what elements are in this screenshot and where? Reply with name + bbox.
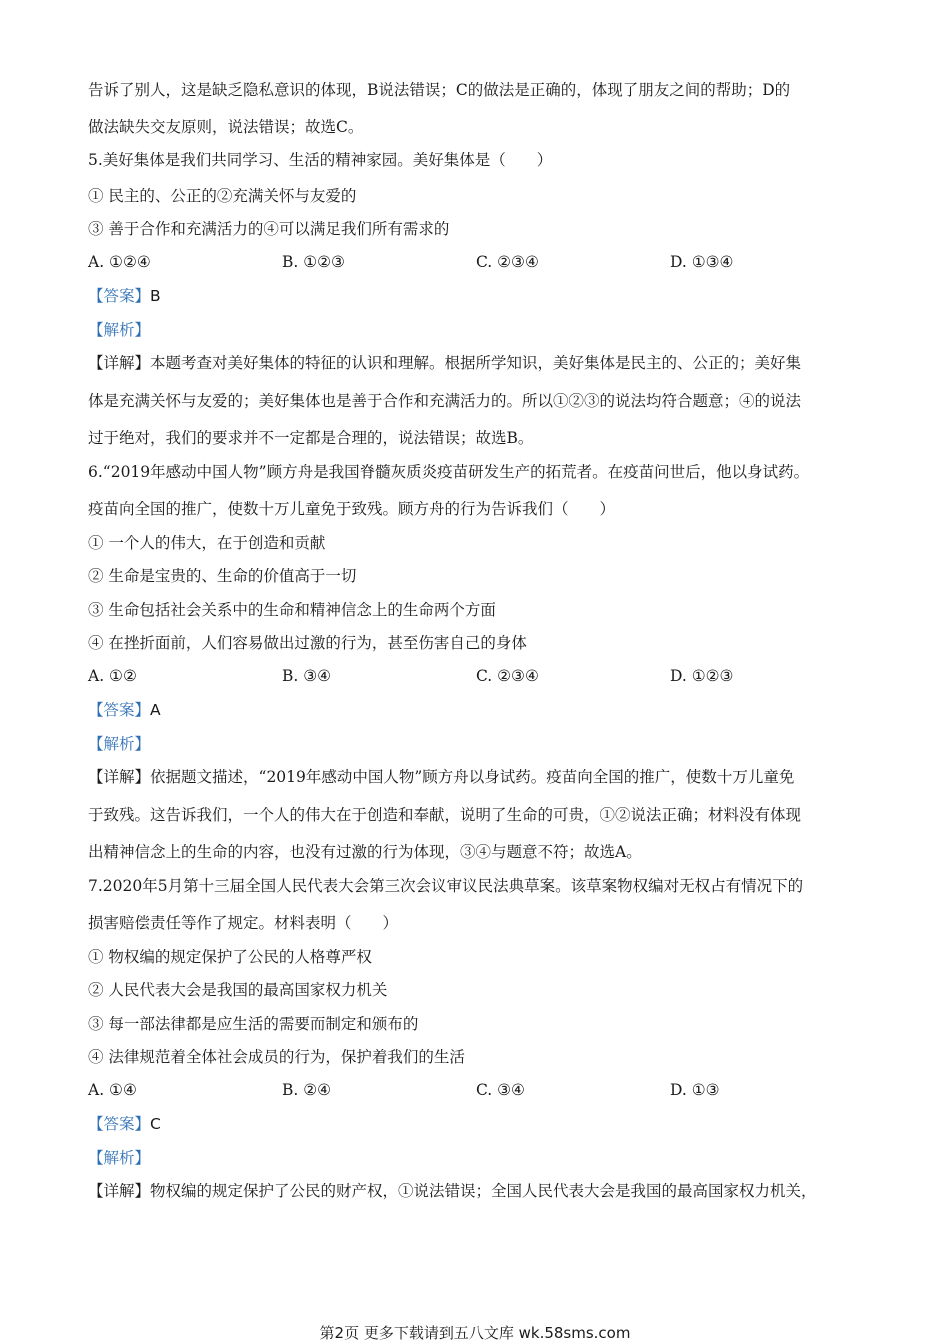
option-a: A. ①②④ <box>88 253 151 271</box>
analysis-tag: 【解析】 <box>88 735 151 753</box>
detail-text: 本题考查对美好集体的特征的认识和理解。根据所学知识，美好集体是民主的、公正的；美好集 <box>150 354 802 372</box>
answer-tag: 【答案】 <box>88 1115 151 1133</box>
question-6-statement: ① 一个人的伟大，在于创造和贡献 <box>88 534 326 552</box>
question-5-statement: ① 民主的、公正的②充满关怀与友爱的 <box>88 187 357 205</box>
detail-tag: 【详解】 <box>88 768 151 786</box>
detail-line <box>88 767 890 787</box>
answer-value: B <box>150 287 161 305</box>
option-a: A. ①④ <box>88 1081 137 1099</box>
detail-line: 过于绝对，我们的要求并不一定都是合理的，说法错误；故选B。 <box>88 429 534 447</box>
text-line: 做法缺失交友原则，说法错误；故选C。 <box>88 118 364 136</box>
detail-tag: 【详解】 <box>88 1182 151 1200</box>
option-a: A. ①② <box>88 667 137 685</box>
option-c: C. ②③④ <box>476 667 539 685</box>
detail-line: 出精神信念上的生命的内容，也没有过激的行为体现，③④与题意不符；故选A。 <box>88 843 642 861</box>
question-6-statement: ④ 在挫折面前，人们容易做出过激的行为，甚至伤害自己的身体 <box>88 634 527 652</box>
option-c: C. ②③④ <box>476 253 539 271</box>
question-7-stem: 7.2020年5月第十三届全国人民代表大会第三次会议审议民法典草案。该草案物权编对无权占有情况下的 <box>88 877 804 895</box>
option-d: D. ①③④ <box>670 253 734 271</box>
question-6-stem: 疫苗向全国的推广，使数十万儿童免于致残。顾方舟的行为告诉我们（ ） <box>88 500 616 518</box>
option-b: B. ①②③ <box>282 253 345 271</box>
option-d: D. ①②③ <box>670 667 734 685</box>
detail-text: 依据题文描述，“2019年感动中国人物”顾方舟以身试药。疫苗向全国的推广，使数十万儿童免 <box>150 768 795 786</box>
option-d: D. ①③ <box>670 1081 720 1099</box>
question-5-stem: 5.美好集体是我们共同学习、生活的精神家园。美好集体是（ ） <box>88 151 553 169</box>
answer-tag: 【答案】 <box>88 287 151 305</box>
question-7-statement: ③ 每一部法律都是应生活的需要而制定和颁布的 <box>88 1015 419 1033</box>
option-b: B. ③④ <box>282 667 332 685</box>
answer-value: C <box>150 1115 161 1133</box>
answer-line <box>88 286 890 306</box>
question-7-statement: ② 人民代表大会是我国的最高国家权力机关 <box>88 981 388 999</box>
question-6-options <box>88 667 888 687</box>
question-7-statement: ④ 法律规范着全体社会成员的行为，保护着我们的生活 <box>88 1048 465 1066</box>
detail-line: 于致残。这告诉我们，一个人的伟大在于创造和奉献，说明了生命的可贵，①②说法正确；材料没有体现 <box>88 806 802 824</box>
answer-value: A <box>150 701 161 719</box>
option-c: C. ③④ <box>476 1081 525 1099</box>
question-6-stem: 6.“2019年感动中国人物”顾方舟是我国脊髓灰质炎疫苗研发生产的拓荒者。在疫苗问世后，他以身试药。 <box>88 463 810 481</box>
question-5-statement: ③ 善于合作和充满活力的④可以满足我们所有需求的 <box>88 220 450 238</box>
question-6-statement: ② 生命是宝贵的、生命的价值高于一切 <box>88 567 357 585</box>
question-7-stem: 损害赔偿责任等作了规定。材料表明（ ） <box>88 914 399 932</box>
answer-tag: 【答案】 <box>88 701 151 719</box>
detail-line: 体是充满关怀与友爱的；美好集体也是善于合作和充满活力的。所以①②③的说法均符合题意；④的说法 <box>88 392 802 410</box>
question-7-options <box>88 1081 888 1101</box>
text-line: 告诉了别人，这是缺乏隐私意识的体现，B说法错误；C的做法是正确的，体现了朋友之间的帮助；D的 <box>88 81 791 99</box>
answer-line <box>88 1114 890 1134</box>
analysis-tag: 【解析】 <box>88 321 151 339</box>
question-7-statement: ① 物权编的规定保护了公民的人格尊严权 <box>88 948 372 966</box>
answer-line <box>88 700 890 720</box>
detail-text: 物权编的规定保护了公民的财产权，①说法错误；全国人民代表大会是我国的最高国家权力机关， <box>150 1182 817 1200</box>
page-footer: 第2页 更多下载请到五八文库 wk.58sms.com <box>319 1324 631 1342</box>
option-b: B. ②④ <box>282 1081 332 1099</box>
detail-line <box>88 1181 890 1201</box>
detail-tag: 【详解】 <box>88 354 151 372</box>
question-6-statement: ③ 生命包括社会关系中的生命和精神信念上的生命两个方面 <box>88 601 496 619</box>
analysis-tag: 【解析】 <box>88 1149 151 1167</box>
question-5-options <box>88 253 888 273</box>
detail-line <box>88 353 890 373</box>
